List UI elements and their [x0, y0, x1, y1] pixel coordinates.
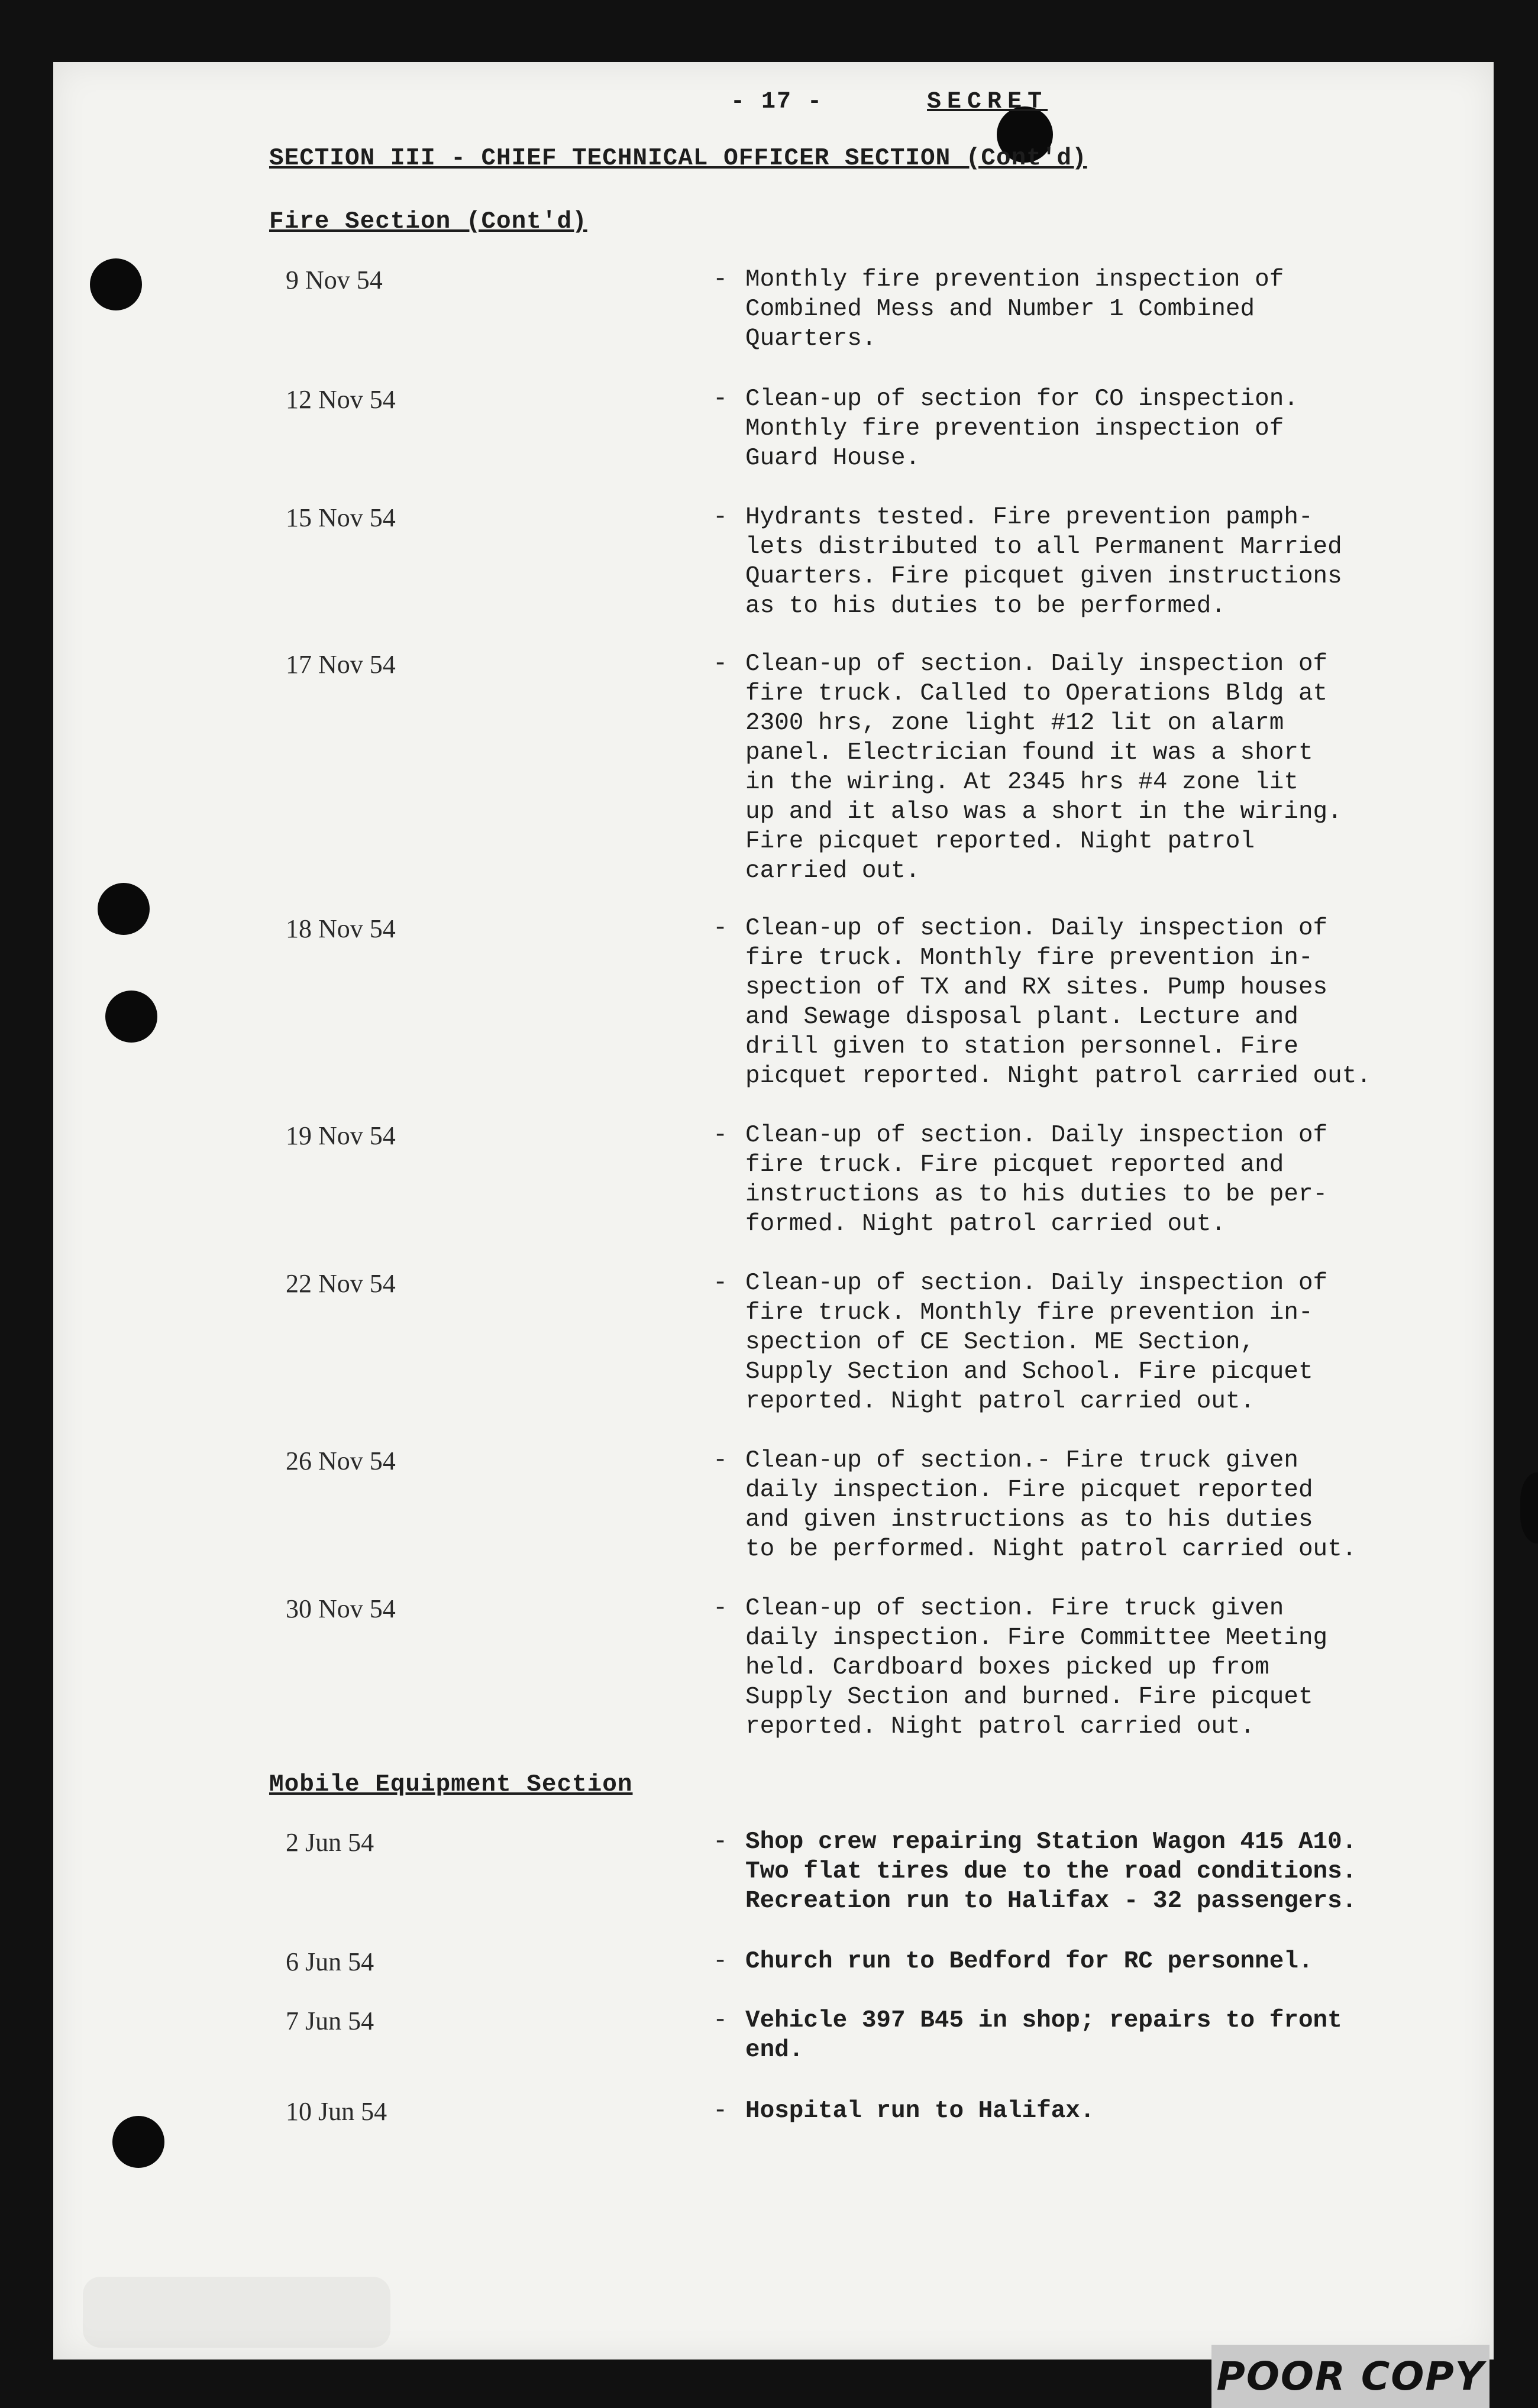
entry-text: Clean-up of section for CO inspection. Monthly fire prevention inspection of Guard House. [745, 386, 1298, 472]
entry-date: 10 Jun 54 [286, 2097, 387, 2126]
fire-section-title: Fire Section (Cont'd) [269, 208, 587, 235]
entry-date: 12 Nov 54 [286, 385, 396, 414]
entry-date: 2 Jun 54 [286, 1828, 374, 1857]
punch-hole [112, 2116, 164, 2168]
entry-text: Hydrants tested. Fire prevention pamph- lets distributed to all Permanent Married Quarters. Fire picquet given instructions as to his duties to be performed. [745, 504, 1342, 620]
entry-text: Shop crew repairing Station Wagon 415 A10. Two flat tires due to the road conditions. Recreation run to Halifax - 32 passengers. [745, 1828, 1357, 1915]
entry-date: 9 Nov 54 [286, 266, 383, 294]
classification-marking: SECRET [927, 89, 1048, 115]
entry-dash: - [713, 1268, 728, 1297]
entry-text: Vehicle 397 B45 in shop; repairs to front end. [745, 2007, 1342, 2064]
page-header [731, 89, 1048, 115]
punch-hole [98, 883, 150, 935]
entry-date: 7 Jun 54 [286, 2006, 374, 2035]
entry-date: 26 Nov 54 [286, 1446, 396, 1475]
punch-hole [90, 258, 142, 310]
entry-text: Clean-up of section. Daily inspection of fire truck. Monthly fire prevention in- spection of TX and RX sites. Pump houses and Sewage disposal plant. Lecture and drill given to station personnel. Fire picquet reported. Night patrol carried out. [745, 915, 1371, 1090]
entry-dash: - [713, 1947, 728, 1975]
punch-hole [1520, 1472, 1538, 1543]
entry-dash: - [713, 1121, 728, 1149]
entry-date: 22 Nov 54 [286, 1269, 396, 1298]
entry-text: Clean-up of section. Daily inspection of fire truck. Monthly fire prevention in- spection of CE Section. ME Section, Supply Section and School. Fire picquet reported. Night patrol carried out. [745, 1270, 1328, 1415]
entry-text: Clean-up of section. Daily inspection of fire truck. Fire picquet reported and instructions as to his duties to be per- formed. Night patrol carried out. [745, 1122, 1328, 1238]
entry-dash: - [713, 384, 728, 413]
entry-date: 19 Nov 54 [286, 1121, 396, 1150]
entry-dash: - [713, 649, 728, 678]
entry-date: 30 Nov 54 [286, 1594, 396, 1623]
entry-dash: - [713, 1446, 728, 1474]
mobile-equipment-section-title: Mobile Equipment Section [269, 1771, 633, 1798]
poor-copy-stamp [1211, 2345, 1489, 2408]
entry-text: Monthly fire prevention inspection of Combined Mess and Number 1 Combined Quarters. [745, 266, 1284, 352]
entry-dash: - [713, 2006, 728, 2034]
entry-dash: - [713, 265, 728, 293]
entry-date: 6 Jun 54 [286, 1947, 374, 1976]
punch-hole [105, 991, 157, 1043]
entry-dash: - [713, 2096, 728, 2125]
entry-text: Hospital run to Halifax. [745, 2098, 1095, 2125]
entry-text: Clean-up of section. Fire truck given daily inspection. Fire Committee Meeting held. Cardboard boxes picked up from Supply Section and burned. Fire picquet reported. Night patrol carried out. [745, 1595, 1328, 1740]
entry-text: Clean-up of section. Daily inspection of fire truck. Called to Operations Bldg at 2300 hrs, zone light #12 lit on alarm panel. Electrician found it was a short in the wiring. At 2345 hrs #4 zone lit up and it also was a short in the wiring. Fire picquet reported. Night patrol carried out. [745, 650, 1342, 885]
entry-text: Church run to Bedford for RC personnel. [745, 1948, 1313, 1975]
entry-dash: - [713, 914, 728, 942]
stamp-text: POOR COPY [1216, 2354, 1485, 2399]
section-title: SECTION III - CHIEF TECHNICAL OFFICER SECTION (Cont'd) [269, 145, 1087, 172]
scan-smudge [83, 2277, 390, 2348]
entry-dash: - [713, 1594, 728, 1622]
entry-text: Clean-up of section.- Fire truck given daily inspection. Fire picquet reported and given instructions as to his duties to be performed. Night patrol carried out. [745, 1447, 1357, 1563]
entry-date: 15 Nov 54 [286, 503, 396, 532]
entry-dash: - [713, 503, 728, 531]
entry-date: 18 Nov 54 [286, 914, 396, 943]
entry-date: 17 Nov 54 [286, 650, 396, 679]
entry-dash: - [713, 1827, 728, 1856]
page-number: - 17 - [731, 89, 823, 115]
